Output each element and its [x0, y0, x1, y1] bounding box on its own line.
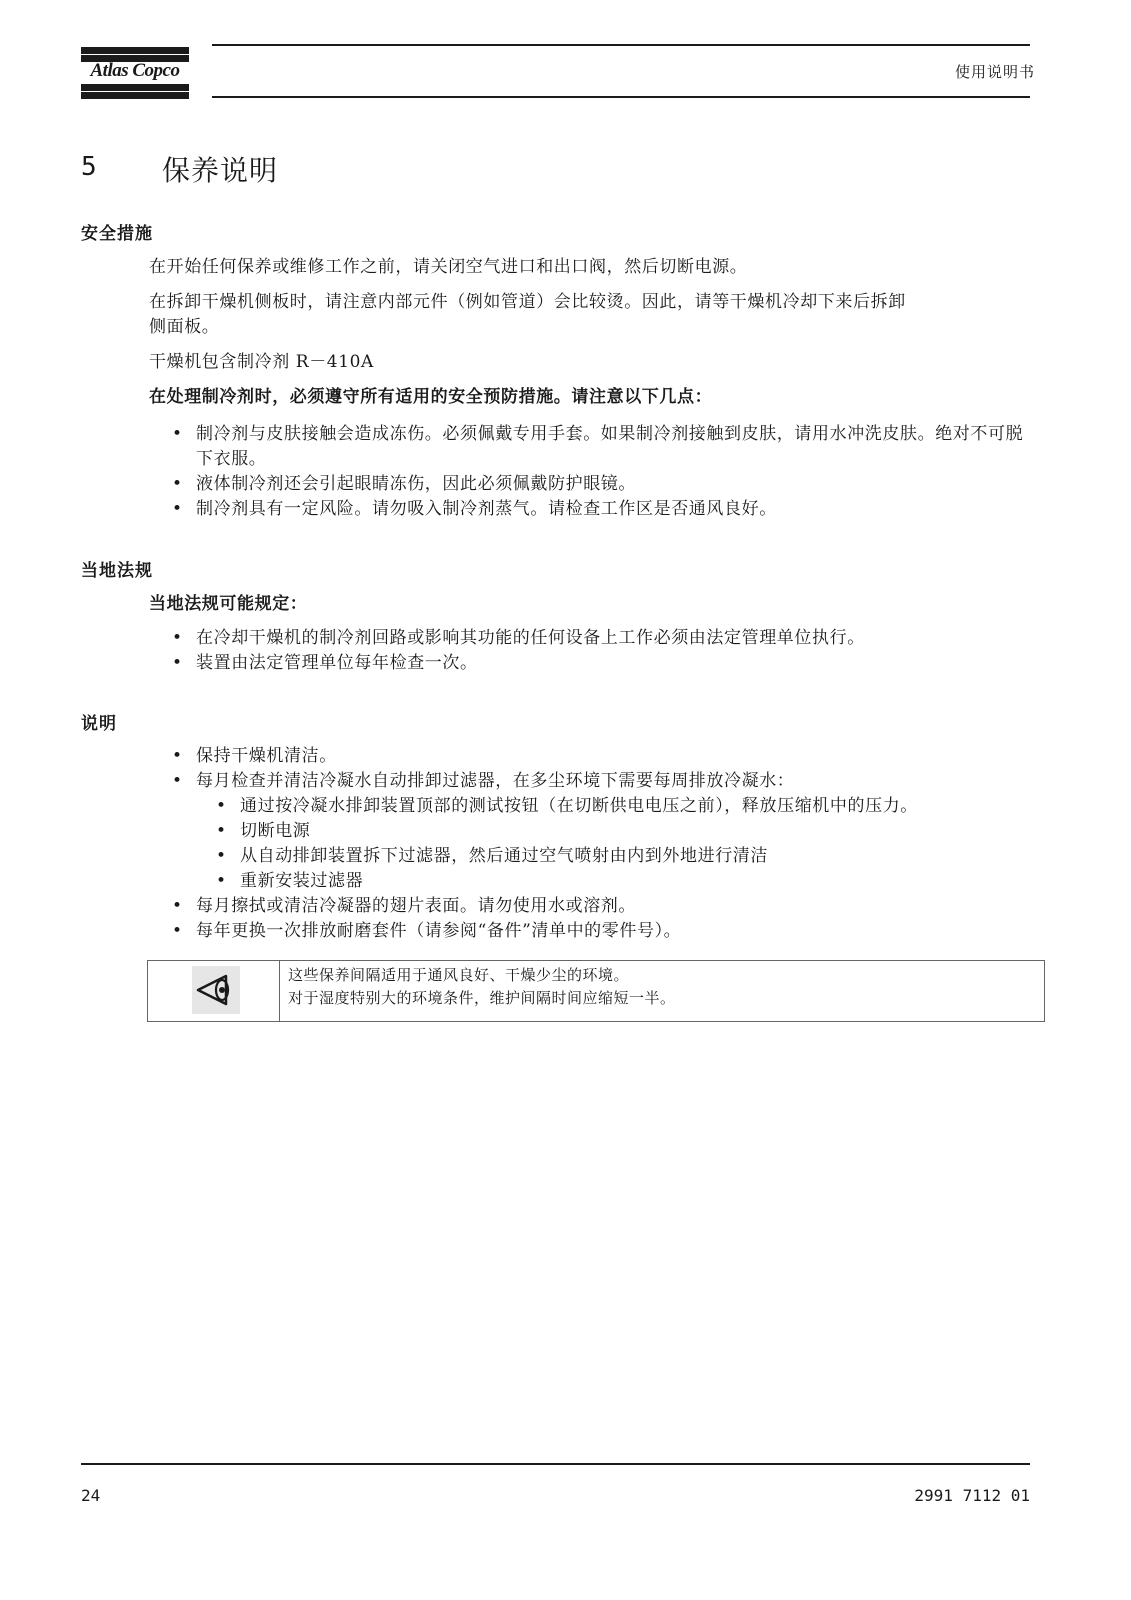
- section-heading-safety: 安全措施: [81, 224, 153, 244]
- section-heading-instructions: 说明: [81, 714, 117, 734]
- sub-list-item: • 通过按冷凝水排卸装置顶部的测试按钮（在切断供电电压之前），释放压缩机中的压力。: [216, 794, 1042, 819]
- sub-list-item: • 切断电源: [216, 819, 1042, 844]
- section-heading-local-regulations: 当地法规: [81, 561, 153, 581]
- safety-bullet-list: [172, 422, 1032, 522]
- safety-paragraph-precautions: 在处理制冷剂时，必须遵守所有适用的安全预防措施。请注意以下几点：: [149, 387, 713, 407]
- list-item: • 保持干燥机清洁。: [172, 744, 1042, 769]
- list-item: [172, 769, 1042, 894]
- list-item: • 液体制冷剂还会引起眼睛冻伤，因此必须佩戴防护眼镜。: [172, 472, 1032, 497]
- logo-bottom-bar-2: [81, 92, 189, 99]
- safety-paragraph-refrigerant: 干燥机包含制冷剂 R－410A: [149, 352, 374, 372]
- safety-paragraph-2-line-2: 侧面板。: [149, 317, 220, 337]
- local-regulations-intro: 当地法规可能规定：: [149, 594, 308, 614]
- list-item: • 制冷剂与皮肤接触会造成冻伤。必须佩戴专用手套。如果制冷剂接触到皮肤，请用水冲洗皮肤。绝对不可脱下衣服。: [172, 422, 1032, 472]
- list-item: • 装置由法定管理单位每年检查一次。: [172, 651, 1032, 676]
- sub-list-item: • 重新安装过滤器: [216, 869, 1042, 894]
- safety-paragraph-2: [149, 290, 1049, 340]
- instructions-sub-list: [216, 794, 1042, 894]
- sub-list-item: • 从自动排卸装置拆下过滤器，然后通过空气喷射由内到外地进行清洁: [216, 844, 1042, 869]
- chapter-number: 5: [81, 152, 97, 182]
- instructions-list: [172, 744, 1042, 944]
- safety-paragraph-1: 在开始任何保养或维修工作之前，请关闭空气进口和出口阀，然后切断电源。: [149, 257, 748, 277]
- note-box: [147, 960, 1045, 1022]
- note-line-2: 对于湿度特别大的环境条件，维护间隔时间应缩短一半。: [288, 989, 676, 1007]
- logo-top-bar: [81, 47, 189, 54]
- header-rule-top: [212, 44, 1030, 46]
- footer-rule: [81, 1463, 1030, 1465]
- note-divider: [279, 961, 280, 1021]
- document-number: 2991 7112 01: [914, 1486, 1030, 1505]
- note-line-1: 这些保养间隔适用于通风良好、干燥少尘的环境。: [288, 966, 630, 984]
- note-text: [288, 964, 676, 1010]
- page-number: 24: [81, 1486, 101, 1505]
- list-item: • 制冷剂具有一定风险。请勿吸入制冷剂蒸气。请检查工作区是否通风良好。: [172, 497, 1032, 522]
- list-item-text: 每月检查并清洁冷凝水自动排卸过滤器，在多尘环境下需要每周排放冷凝水：: [196, 771, 795, 791]
- logo-text: Atlas Copco: [90, 60, 180, 81]
- eye-icon: [192, 966, 240, 1014]
- header-rule-bottom: [212, 96, 1030, 98]
- document-type: 使用说明书: [954, 63, 1035, 81]
- list-item: • 每年更换一次排放耐磨套件（请参阅“备件”清单中的零件号）。: [172, 919, 1042, 944]
- list-item: • 在冷却干燥机的制冷剂回路或影响其功能的任何设备上工作必须由法定管理单位执行。: [172, 626, 1032, 651]
- safety-paragraph-2-line-1: 在拆卸干燥机侧板时，请注意内部元件（例如管道）会比较烫。因此，请等干燥机冷却下来后拆卸: [149, 292, 906, 312]
- list-item: • 每月擦拭或清洁冷凝器的翅片表面。请勿使用水或溶剂。: [172, 894, 1042, 919]
- chapter-title: 保养说明: [162, 154, 279, 187]
- logo-bottom-bar: [81, 84, 189, 91]
- local-regulations-list: [172, 626, 1032, 676]
